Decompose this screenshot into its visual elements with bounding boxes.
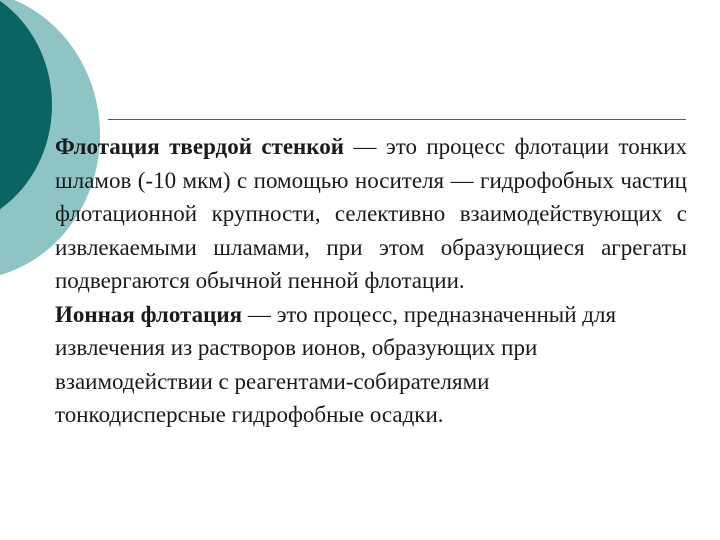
term-froth-wall: Флотация твердой стенкой bbox=[55, 134, 345, 159]
definition-text-ion-flotation: — это процесс, предназначенный для извлечения из растворов ионов, образующих при взаимодействии с реагентами-собирателями тонкодисперсные гидрофобные осадки. bbox=[55, 301, 617, 427]
title-divider-line bbox=[108, 119, 686, 120]
slide-body bbox=[55, 130, 687, 432]
term-ion-flotation: Ионная флотация bbox=[55, 301, 243, 327]
definition-text-froth-wall: — это процесс флотации тонких шламов (-10 мкм) с помощью носителя — гидрофобных частиц флотационной крупности, селективно взаимодействующих с извлекаемыми шламами, при этом образующиеся агрегаты подвергаются обычной пенной флотации. bbox=[55, 134, 687, 293]
definition-paragraph-froth-wall bbox=[55, 130, 687, 298]
definition-paragraph-ion-flotation bbox=[55, 298, 640, 432]
